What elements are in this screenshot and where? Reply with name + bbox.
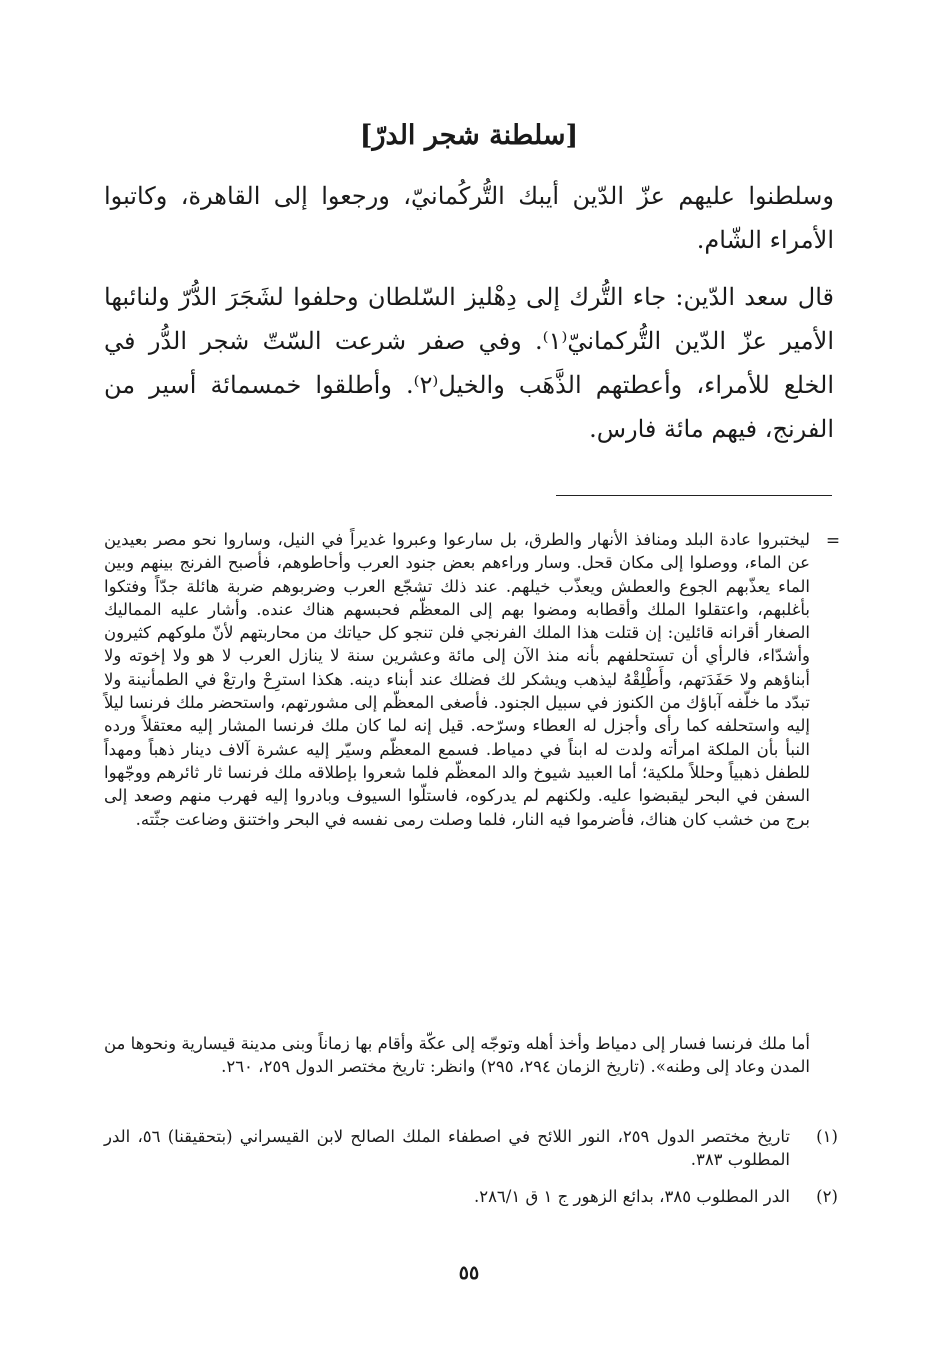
footnote-2-number: (٢) <box>816 1187 838 1206</box>
footnote-2-text: الدر المطلوب ٣٨٥، بدائع الزهور ج ١ ق ٢٨٦/١. <box>473 1187 790 1206</box>
footnote-separator <box>556 495 832 496</box>
footnote-2 <box>104 1185 844 1208</box>
footnote-continuation: ليختبروا عادة البلد ومنافذ الأنهار والطرق، بل سارعوا وعبروا غديراً في النيل، وساروا نحو مصر بعيدين عن الماء، ووصلوا إلى مكان قحل. وسار وراءهم بعض جنود العرب وأحاطوهم، فأصبح الفرنج بينهم وبين الماء يعذّبهم الجوع والعطش ويعذّب خيلهم. عند ذلك تشجّع العرب وضربوهم ضربة هائلة جدّاً وفتكوا بأغلبهم، واعتقلوا الملك وأقطابه ومضوا بهم إلى المعظّم فحبسهم هناك عنده. وأشار عليه المماليك الصغار أقرانه قائلين: إن قتلت هذا الملك الفرنجي فلن تنجو كل حياتك من محاربتهم لأنّ ملوكهم كثيرون وأشدّاء، فالرأي أن تستحلفهم بأنه منذ الآن إلى مائة وعشرين سنة لا ينازل العرب لا هو ولا إخوته ولا أبناؤهم ولا حَفَدَتهم، وأَطْلِقْهُ ليذهب ويشكر لك فضلك عند أبناء دينه. هكذا استرِحْ وارتعْ في الطمأنينة ولا تبدّد ما خلّفه آباؤك من الكنوز في سبيل الجنود. فأصغى المعظّم إلى مشورتهم، واستحضر ملك فرنسا ليلاً إليه واستحلفه كما رأى وأجزل له العطاء وسرّحه. قيل إنه لما كان ملك فرنسا المشار إليه معتقلاً ورده النبأ بأن الملكة امرأته ولدت له ابناً في دمياط. فسمع المعظّم وسيّر إليه عشرة آلاف دينار ذهباً ومهداً للطفل ذهبياً وحللاً ملكية؛ أما العبيد شيوخ والد المعظّم فلما شعروا بإطلاقه ملك فرنسا ثار ثائرهم ووجّهوا السفن في البحر ليقبضوا عليه. ولكنهم لم يدركوه، فاستلّوا السيوف وبادروا إليه فهرب منهم وصعد إلى برج من خشب كان هناك، فأضرموا فيه النار، فلما وصلت رمى نفسه في البحر واختنق وضاعت جثّته. <box>104 530 810 829</box>
page-number: ٥٥ <box>458 1262 480 1284</box>
footnote-1 <box>104 1125 844 1172</box>
footnote-continuation-mark: = <box>825 531 841 551</box>
footnote-1-number: (١) <box>816 1127 838 1146</box>
section-title: [سلطنة شجر الدرّ] <box>359 120 579 151</box>
main-paragraph-2: قال سعد الدّين: جاء التُّرك إلى دِهْليز السّلطان وحلفوا لشَجَرَ الدُّرّ ولنائبها الأمير عزّ الدّين التُّركمانيّ⁽١⁾. وفي صفر شرعت السّتّ شجر الدُّر في الخلع للأمراء، وأعطتهم الذَّهَب والخيل⁽٢⁾. وأطلقوا خمسمائة أسير من الفرنج، فيهم مائة فارس. <box>104 283 835 443</box>
main-paragraph-1: وسلطنوا عليهم عزّ الدّين أيبك التُّركُمانيّ، ورجعوا إلى القاهرة، وكاتبوا الأمراء الشّام. <box>104 182 834 254</box>
footnote-continuation-2: أما ملك فرنسا فسار إلى دمياط وأخذ أهله وتوجّه إلى عكّة وأقام بها زماناً وبنى مدينة قيسارية ونحوها من المدن وعاد إلى وطنه». (تاريخ الزمان ٢٩٤، ٢٩٥) وانظر: تاريخ مختصر الدول ٢٥٩، ٢٦٠. <box>104 1034 810 1077</box>
footnote-1-text: تاريخ مختصر الدول ٢٥٩، النور اللائح في اصطفاء الملك الصالح لابن القيسراني (بتحقيقنا) ٥٦، الدر المطلوب ٣٨٣. <box>104 1127 790 1170</box>
